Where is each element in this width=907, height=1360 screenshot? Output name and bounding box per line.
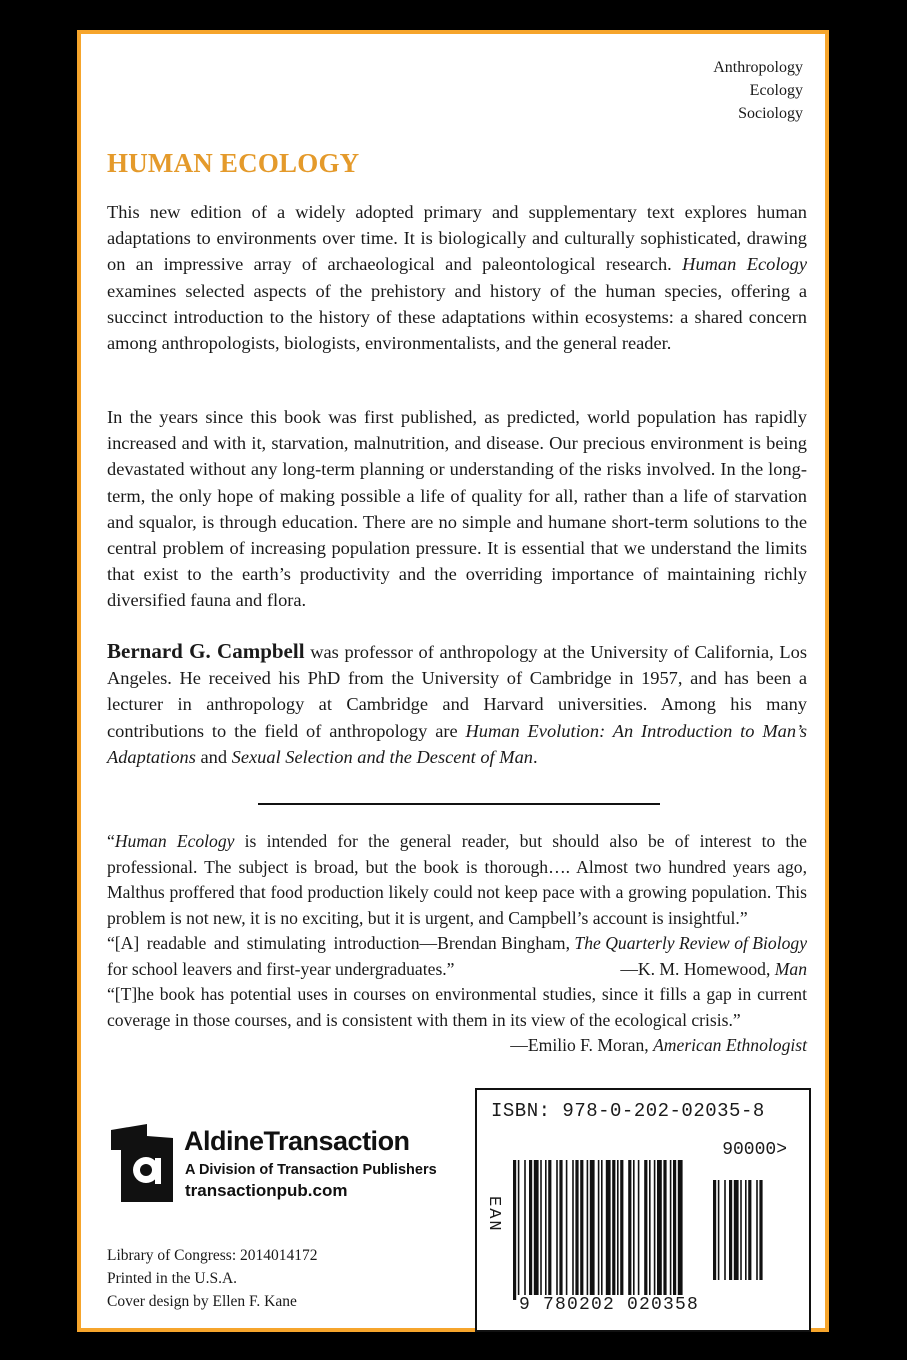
price-barcode-bar xyxy=(740,1180,742,1280)
ean-label: EAN xyxy=(484,1196,503,1233)
author-name: Bernard G. Campbell xyxy=(107,639,305,663)
barcode-bar xyxy=(529,1160,532,1300)
barcode-bar xyxy=(657,1160,662,1300)
price-barcode-bar xyxy=(748,1180,751,1280)
subject-3: Sociology xyxy=(738,105,803,122)
credits xyxy=(107,1244,318,1313)
barcode-bar xyxy=(654,1160,656,1300)
barcode-bar xyxy=(545,1160,547,1300)
library-of-congress: Library of Congress: 2014014172 xyxy=(107,1247,318,1264)
barcode-bar xyxy=(663,1160,666,1300)
author-bio: Bernard G. Campbell was professor of anthropology at the University of California, Los Angeles. He received his PhD from the University of Cambridge in 1957, and has been a lecturer in anthropology at Cambridge and Harvard universities. Among his many contributions to the field of anthropology are Human Evolution: An Introduction to Man’s Adaptations and Sexual Selection and the Descent of Man. xyxy=(107,639,808,767)
reviews xyxy=(107,829,807,1059)
barcode-bar xyxy=(580,1160,583,1300)
barcode-bar xyxy=(524,1160,526,1300)
review-1: “Human Ecology is intended for the general reader, but should also be of interest to the professional. The subject is broad, but the book is thorough…. Almost two hundred years ago, Malthus proffered that food production likely could not keep pace with a growing population. This problem is not new, it is no exciting, but it is urgent, and Campbell’s account is insightful.” —Brendan Bingham, The Quarterly Review of Biology xyxy=(107,829,807,931)
review-3-attribution: —Emilio F. Moran, American Ethnologist xyxy=(510,1035,807,1055)
barcode-bar xyxy=(638,1160,640,1300)
barcode-bar xyxy=(566,1160,568,1300)
review-2: “[A] readable and stimulating introduction for school leavers and first-year undergraduates.” —K. M. Homewood, Man xyxy=(107,931,807,982)
publisher-name: AldineTransaction xyxy=(184,1126,410,1156)
barcode-bar xyxy=(601,1160,603,1300)
barcode-bar xyxy=(628,1160,631,1300)
barcode-bar xyxy=(633,1160,635,1300)
price-barcode-bar xyxy=(718,1180,720,1280)
section-divider xyxy=(258,803,660,805)
barcode-bar xyxy=(644,1160,647,1300)
publisher-url: transactionpub.com xyxy=(185,1181,348,1200)
barcode-bar xyxy=(598,1160,600,1300)
barcode-bar xyxy=(606,1160,611,1300)
barcode-bar xyxy=(620,1160,623,1300)
barcode-bar xyxy=(534,1160,539,1300)
barcode-bar xyxy=(617,1160,619,1300)
price-barcode-bar xyxy=(734,1180,739,1280)
publisher-logo-icon xyxy=(107,1124,179,1204)
printed-in: Printed in the U.S.A. xyxy=(107,1270,238,1287)
barcode-bar xyxy=(575,1160,578,1300)
publisher-division: A Division of Transaction Publishers xyxy=(185,1162,437,1178)
barcode-bar xyxy=(678,1160,683,1300)
barcode-bar xyxy=(513,1160,516,1300)
barcode-bars xyxy=(513,1160,763,1308)
barcode-bar xyxy=(548,1160,551,1300)
ean-digits: 9 780202 020358 xyxy=(519,1295,700,1315)
barcode-bar xyxy=(587,1160,589,1300)
isbn: ISBN: 978-0-202-02035-8 xyxy=(491,1100,765,1122)
review-1-attribution: —Brendan Bingham, The Quarterly Review of Biology xyxy=(419,933,807,953)
cover-design: Cover design by Ellen F. Kane xyxy=(107,1293,297,1310)
barcode-bar xyxy=(612,1160,615,1300)
barcode-bar xyxy=(673,1160,676,1300)
publisher-logo xyxy=(107,1124,467,1214)
barcode-bar xyxy=(540,1160,542,1300)
description-paragraph-1: This new edition of a widely adopted primary and supplementary text explores human adaptations to environments over time. It is biologically and culturally sophisticated, drawing on an impressive array of archaeological and paleontological research. Human Ecology examines selected aspects of the prehistory and history of the human species, offering a succinct introduction to the history of these adaptations within ecosystems: a shared concern among anthropologists, biologists, environmentalists, and the general reader. xyxy=(107,202,807,354)
barcode-bar xyxy=(559,1160,562,1300)
description-paragraph-2: In the years since this book was first published, as predicted, world population has rapidly increased and with it, starvation, malnutrition, and disease. Our precious environment is being devastated without any long-term planning or understanding of the risks involved. In the long-term, the only hope of making possible a life of quality for all, rather than a life of starvation and squalor, is through education. There are no simple and humane short-term solutions to the central problem of increasing population pressure. It is essential that we understand the limits that exist to the earth’s productivity and the overriding importance of maintaining richly diversified fauna and flora. xyxy=(107,407,807,611)
barcode-bar xyxy=(670,1160,672,1300)
back-cover xyxy=(81,34,825,1328)
price-barcode-bar xyxy=(713,1180,716,1280)
subject-categories xyxy=(713,56,803,125)
cover-border xyxy=(77,30,829,1332)
barcode-bar xyxy=(590,1160,595,1300)
price-barcode-bar xyxy=(745,1180,747,1280)
barcode-bar xyxy=(556,1160,558,1300)
price-barcode-bar xyxy=(756,1180,758,1280)
review-2-attribution: —K. M. Homewood, Man xyxy=(620,958,807,979)
price-barcode-bar xyxy=(724,1180,726,1280)
barcode-box xyxy=(475,1088,811,1332)
barcode-bar xyxy=(649,1160,651,1300)
book-title: HUMAN ECOLOGY xyxy=(107,148,360,178)
subject-2: Ecology xyxy=(749,82,803,99)
review-3: “[T]he book has potential uses in courses on environmental studies, since it fills a gap in current coverage in those courses, and is consistent with them in its view of the ecological crisis.” —Emilio F. Moran, American Ethnologist xyxy=(107,982,807,1033)
price-barcode-bar xyxy=(729,1180,732,1280)
price-barcode-bar xyxy=(759,1180,762,1280)
subject-1: Anthropology xyxy=(713,59,803,76)
barcode-bar xyxy=(518,1160,520,1300)
price-code: 90000> xyxy=(722,1140,787,1160)
barcode-bar xyxy=(572,1160,574,1300)
